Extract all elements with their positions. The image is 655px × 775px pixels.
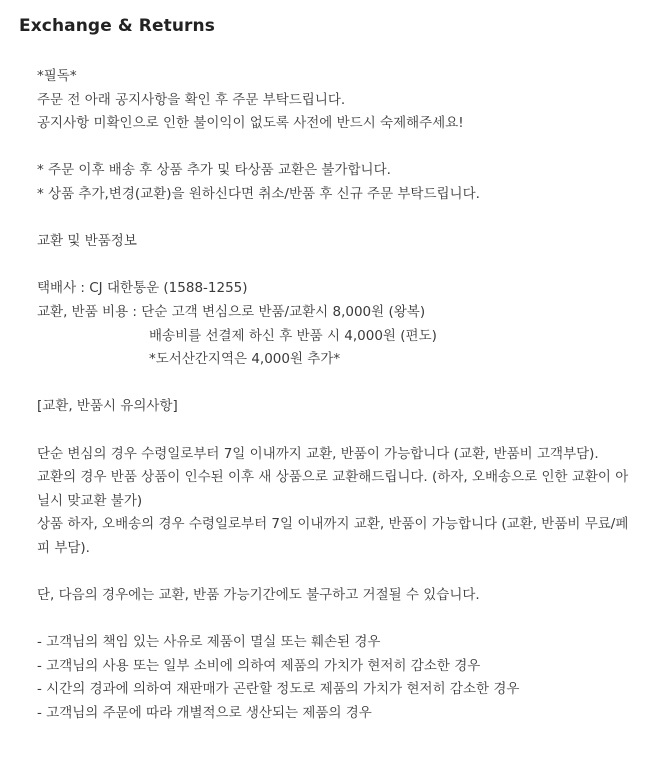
policy-paragraph: 교환의 경우 반품 상품이 인수된 이후 새 상품으로 교환해드립니다. (하자, 오배송으로 인한 교환이 아닐시 맞교환 불가) xyxy=(37,469,629,509)
info-title: 교환 및 반품정보 xyxy=(37,233,137,250)
notice-line: 공지사항 미확인으로 인한 불이익이 없도록 사전에 반드시 숙제해주세요! xyxy=(37,115,464,132)
notice-line: 주문 전 아래 공지사항을 확인 후 주문 부탁드립니다. xyxy=(37,91,346,108)
section-heading: Exchange & Returns xyxy=(19,16,215,36)
blank-line xyxy=(37,207,629,231)
exception-item: - 고객님의 책임 있는 사유로 제품이 멸실 또는 훼손된 경우 xyxy=(37,634,381,651)
blank-line xyxy=(37,254,629,278)
blank-line xyxy=(37,560,629,584)
policy-paragraph: 상품 하자, 오배송의 경우 수령일로부터 7일 이내까지 교환, 반품이 가능합니다 (교환, 반품비 무료/페피 부담). xyxy=(37,516,629,556)
notice-bullet: * 상품 추가,변경(교환)을 원하신다면 취소/반품 후 신규 주문 부탁드립니다. xyxy=(37,185,480,202)
policy-paragraph: 단순 변심의 경우 수령일로부터 7일 이내까지 교환, 반품이 가능합니다 (교환, 반품비 고객부담). xyxy=(37,445,599,462)
blank-line xyxy=(37,419,629,443)
exception-item: - 고객님의 사용 또는 일부 소비에 의하여 제품의 가치가 현저히 감소한 경우 xyxy=(37,657,481,674)
notice-title: *필독* xyxy=(37,68,77,84)
return-cost: 교환, 반품 비용 : 단순 고객 변심으로 반품/교환시 8,000원 (왕복) xyxy=(37,303,426,320)
notice-bullet: * 주문 이후 배송 후 상품 추가 및 타상품 교환은 불가합니다. xyxy=(37,162,391,179)
exception-item: - 시간의 경과에 의하여 재판매가 곤란할 정도로 제품의 가치가 현저히 감소한 경우 xyxy=(37,681,520,698)
blank-line xyxy=(37,608,629,632)
return-cost-remote: *도서산간지역은 4,000원 추가* xyxy=(149,351,341,368)
courier-info: 택배사 : CJ 대한통운 (1588-1255) xyxy=(37,280,248,297)
blank-line xyxy=(37,136,629,160)
return-cost-prepaid: 배송비를 선결제 하신 후 반품 시 4,000원 (편도) xyxy=(149,327,437,344)
policy-text xyxy=(37,65,629,726)
exception-item: - 고객님의 주문에 따라 개별적으로 생산되는 제품의 경우 xyxy=(37,705,372,722)
exception-intro: 단, 다음의 경우에는 교환, 반품 가능기간에도 불구하고 거절될 수 있습니다. xyxy=(37,587,480,604)
blank-line xyxy=(37,372,629,396)
notes-title: [교환, 반품시 유의사항] xyxy=(37,398,178,415)
